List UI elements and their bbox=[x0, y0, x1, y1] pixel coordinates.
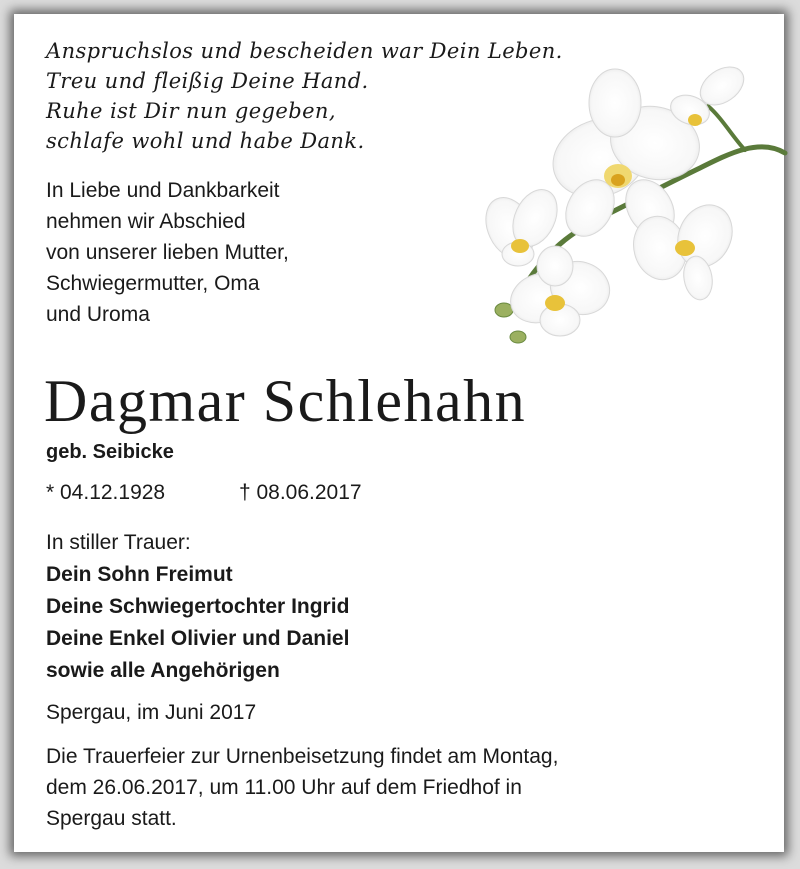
funeral-line: Die Trauerfeier zur Urnenbeisetzung findet am Montag, bbox=[46, 745, 559, 768]
poem-line: Anspruchslos und bescheiden war Dein Leben. bbox=[46, 39, 563, 63]
place-date: Spergau, im Juni 2017 bbox=[46, 701, 257, 724]
deceased-name: Dagmar Schlehahn bbox=[44, 368, 527, 434]
funeral-notice bbox=[46, 741, 766, 834]
funeral-line: Spergau statt. bbox=[46, 807, 177, 830]
poem-line: Ruhe ist Dir nun gegeben, bbox=[46, 99, 336, 123]
obituary-card bbox=[14, 14, 784, 852]
poem-line: schlafe wohl und habe Dank. bbox=[46, 129, 365, 153]
intro-line: Schwiegermutter, Oma bbox=[46, 272, 260, 295]
death-date: † 08.06.2017 bbox=[238, 481, 362, 504]
life-dates bbox=[46, 478, 362, 508]
mourner-name: Deine Schwiegertochter Ingrid bbox=[46, 595, 350, 618]
intro-line: nehmen wir Abschied bbox=[46, 210, 246, 233]
maiden-name: geb. Seibicke bbox=[46, 441, 174, 463]
funeral-line: dem 26.06.2017, um 11.00 Uhr auf dem Friedhof in bbox=[46, 776, 522, 799]
white-orchid-icon bbox=[460, 58, 790, 348]
intro-line: In Liebe und Dankbarkeit bbox=[46, 179, 280, 202]
intro-line: und Uroma bbox=[46, 303, 150, 326]
mourner-name: sowie alle Angehörigen bbox=[46, 659, 280, 682]
poem-line: Treu und fleißig Deine Hand. bbox=[46, 69, 369, 93]
mourner-name: Deine Enkel Olivier und Daniel bbox=[46, 627, 350, 650]
mourners-list bbox=[46, 559, 349, 687]
birth-date: * 04.12.1928 bbox=[46, 481, 166, 504]
intro-line: von unserer lieben Mutter, bbox=[46, 241, 289, 264]
mourners-heading: In stiller Trauer: bbox=[46, 531, 191, 554]
intro-text bbox=[46, 175, 289, 330]
mourner-name: Dein Sohn Freimut bbox=[46, 563, 233, 586]
